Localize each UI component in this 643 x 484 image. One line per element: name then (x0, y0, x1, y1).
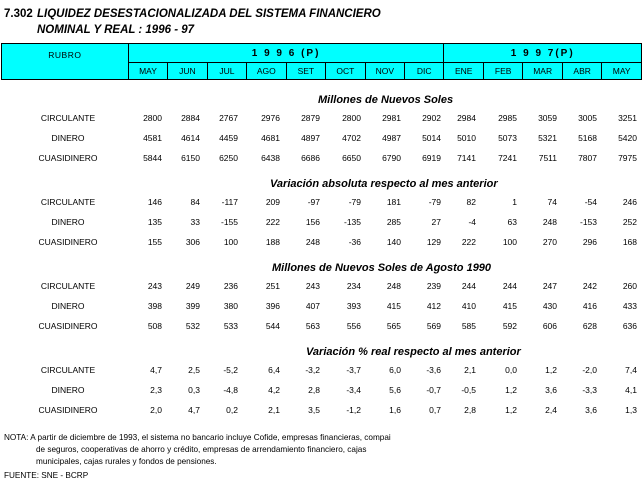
table-cell: 6250 (219, 153, 238, 163)
table-cell: 2981 (382, 113, 401, 123)
row-label: CUASIDINERO (38, 153, 98, 163)
table-cell: 0,0 (505, 365, 517, 375)
table-cell: 2,1 (268, 405, 280, 415)
table-cell: 393 (346, 301, 361, 311)
table-cell: 285 (386, 217, 401, 227)
table-cell: 5014 (422, 133, 441, 143)
table-cell: 33 (190, 217, 200, 227)
table-cell: -36 (348, 237, 361, 247)
table-cell: 412 (426, 301, 441, 311)
table-cell: 5168 (578, 133, 597, 143)
table-cell: 248 (386, 281, 401, 291)
row-label: DINERO (51, 217, 85, 227)
table-title-line1: LIQUIDEZ DESESTACIONALIZADA DEL SISTEMA FINANCIERO (37, 8, 381, 20)
table-cell: 2985 (498, 113, 517, 123)
rubro-header: RUBRO (2, 44, 129, 80)
table-cell: 252 (622, 217, 637, 227)
month-header: ABR (562, 63, 601, 80)
table-cell: 3251 (618, 113, 637, 123)
table-cell: 433 (622, 301, 637, 311)
table-cell: 3,6 (585, 405, 597, 415)
table-cell: 156 (305, 217, 320, 227)
table-cell: -4,8 (223, 385, 238, 395)
table-cell: 508 (147, 321, 162, 331)
table-cell: 565 (386, 321, 401, 331)
table-cell: 100 (223, 237, 238, 247)
table-cell: 4614 (181, 133, 200, 143)
table-row (0, 197, 643, 211)
table-cell: 135 (147, 217, 162, 227)
row-label: CIRCULANTE (40, 365, 96, 375)
table-cell: 243 (305, 281, 320, 291)
table-cell: 2,0 (150, 405, 162, 415)
table-cell: 296 (582, 237, 597, 247)
footnote-line: A partir de diciembre de 1993, el sistema no bancario incluye Cofide, empresas financieras, compai (30, 433, 391, 442)
table-row (0, 153, 643, 167)
table-cell: 3,6 (545, 385, 557, 395)
section-title: Millones de Nuevos Soles (318, 94, 454, 106)
table-cell: 129 (426, 237, 441, 247)
table-cell: 7,4 (625, 365, 637, 375)
table-cell: 270 (542, 237, 557, 247)
table-cell: -155 (220, 217, 238, 227)
table-cell: 416 (582, 301, 597, 311)
row-label: CIRCULANTE (40, 113, 96, 123)
table-cell: 1,3 (625, 405, 637, 415)
table-cell: 236 (223, 281, 238, 291)
table-cell: 556 (346, 321, 361, 331)
table-cell: 84 (190, 197, 200, 207)
table-cell: 398 (147, 301, 162, 311)
table-cell: 0,3 (188, 385, 200, 395)
table-cell: 181 (386, 197, 401, 207)
row-label: CUASIDINERO (38, 237, 98, 247)
table-cell: 4897 (301, 133, 320, 143)
table-row (0, 301, 643, 315)
row-label: DINERO (51, 301, 85, 311)
table-cell: 249 (185, 281, 200, 291)
table-cell: 2,4 (545, 405, 557, 415)
table-cell: 532 (185, 321, 200, 331)
table-cell: 1,6 (389, 405, 401, 415)
table-cell: 4987 (382, 133, 401, 143)
table-cell: 209 (265, 197, 280, 207)
table-cell: 5321 (538, 133, 557, 143)
table-cell: -97 (307, 197, 320, 207)
table-cell: 6,4 (268, 365, 280, 375)
table-number: 7.302 (4, 8, 33, 20)
table-cell: 6438 (261, 153, 280, 163)
table-cell: 399 (185, 301, 200, 311)
table-row (0, 385, 643, 399)
row-label: CIRCULANTE (40, 197, 96, 207)
section-title: Variación absoluta respecto al mes anterior (270, 178, 498, 190)
table-cell: 5,6 (389, 385, 401, 395)
table-cell: 243 (147, 281, 162, 291)
table-cell: 6650 (342, 153, 361, 163)
table-cell: 306 (185, 237, 200, 247)
table-cell: 260 (622, 281, 637, 291)
table-cell: 2879 (301, 113, 320, 123)
table-cell: -2,0 (582, 365, 597, 375)
table-cell: 410 (461, 301, 476, 311)
table-cell: 6,0 (389, 365, 401, 375)
table-row (0, 113, 643, 127)
table-cell: 100 (502, 237, 517, 247)
section-title: Variación % real respecto al mes anterior (306, 346, 521, 358)
table-cell: 5420 (618, 133, 637, 143)
table-cell: 4681 (261, 133, 280, 143)
footnote (4, 432, 391, 444)
table-cell: 82 (466, 197, 476, 207)
table-cell: 636 (622, 321, 637, 331)
table-cell: 146 (147, 197, 162, 207)
table-cell: 2767 (219, 113, 238, 123)
table-cell: 430 (542, 301, 557, 311)
table-cell: 4,2 (268, 385, 280, 395)
table-cell: 239 (426, 281, 441, 291)
table-row (0, 281, 643, 295)
table-cell: 585 (461, 321, 476, 331)
table-cell: 155 (147, 237, 162, 247)
table-row (0, 365, 643, 379)
table-cell: 2,3 (150, 385, 162, 395)
month-header: OCT (326, 63, 365, 80)
table-cell: 628 (582, 321, 597, 331)
table-cell: -1,2 (346, 405, 361, 415)
table-cell: 168 (622, 237, 637, 247)
table-cell: 3005 (578, 113, 597, 123)
month-header: FEB (483, 63, 522, 80)
table-cell: -3,4 (346, 385, 361, 395)
row-label: DINERO (51, 133, 85, 143)
footnote-line: municipales, cajas rurales y fondos de pensiones. (36, 457, 217, 466)
row-label: CUASIDINERO (38, 321, 98, 331)
table-cell: 2800 (143, 113, 162, 123)
month-header: MAR (523, 63, 563, 80)
table-subtitle: NOMINAL Y REAL : 1996 - 97 (37, 24, 195, 36)
source-note: FUENTE: SNE - BCRP (4, 471, 89, 480)
table-cell: 415 (386, 301, 401, 311)
table-cell: 234 (346, 281, 361, 291)
table-cell: 3059 (538, 113, 557, 123)
table-cell: 5010 (457, 133, 476, 143)
table-cell: 7241 (498, 153, 517, 163)
table-cell: 251 (265, 281, 280, 291)
table-cell: 563 (305, 321, 320, 331)
table-cell: -0,5 (461, 385, 476, 395)
table-row (0, 237, 643, 251)
table-row (0, 321, 643, 335)
table-cell: 7807 (578, 153, 597, 163)
month-header: JUL (207, 63, 246, 80)
table-cell: 6150 (181, 153, 200, 163)
table-cell: 5073 (498, 133, 517, 143)
month-header: JUN (168, 63, 207, 80)
table-cell: 244 (461, 281, 476, 291)
table-cell: 4,1 (625, 385, 637, 395)
table-cell: 5844 (143, 153, 162, 163)
table-row (0, 217, 643, 231)
table-cell: 407 (305, 301, 320, 311)
row-label: CIRCULANTE (40, 281, 96, 291)
table-cell: 2,1 (464, 365, 476, 375)
table-cell: 63 (507, 217, 517, 227)
table-cell: 0,2 (226, 405, 238, 415)
table-cell: 1,2 (505, 405, 517, 415)
table-cell: 27 (431, 217, 441, 227)
month-header: AGO (247, 63, 287, 80)
table-cell: 244 (502, 281, 517, 291)
table-cell: 4581 (143, 133, 162, 143)
table-cell: 533 (223, 321, 238, 331)
month-header: NOV (365, 63, 405, 80)
table-cell: 1 (512, 197, 517, 207)
table-cell: 242 (582, 281, 597, 291)
table-cell: 592 (502, 321, 517, 331)
table-cell: -153 (579, 217, 597, 227)
table-cell: -3,6 (426, 365, 441, 375)
table-cell: 222 (461, 237, 476, 247)
row-label: DINERO (51, 385, 85, 395)
table-cell: 415 (502, 301, 517, 311)
table-cell: 2902 (422, 113, 441, 123)
table-cell: -5,2 (223, 365, 238, 375)
table-cell: 2976 (261, 113, 280, 123)
table-cell: 7975 (618, 153, 637, 163)
table-cell: -135 (343, 217, 361, 227)
table-cell: 2,8 (464, 405, 476, 415)
footnote-label: NOTA: (4, 433, 29, 442)
table-cell: 248 (542, 217, 557, 227)
table-cell: 2884 (181, 113, 200, 123)
table-cell: 1,2 (505, 385, 517, 395)
year-1997-header: 1 9 9 7(P) (444, 44, 642, 63)
table-cell: 140 (386, 237, 401, 247)
table-cell: 4,7 (188, 405, 200, 415)
table-cell: -117 (221, 197, 238, 207)
table-row (0, 405, 643, 419)
table-cell: 2800 (342, 113, 361, 123)
section-title: Millones de Nuevos Soles de Agosto 1990 (272, 262, 492, 274)
table-cell: 544 (265, 321, 280, 331)
month-header: ENE (444, 63, 483, 80)
table-cell: 7141 (457, 153, 476, 163)
table-cell: 6686 (301, 153, 320, 163)
month-header: MAY (602, 63, 642, 80)
table-cell: 569 (426, 321, 441, 331)
year-1996-header: 1 9 9 6 (P) (128, 44, 444, 63)
table-title (4, 8, 381, 20)
table-cell: 2,8 (308, 385, 320, 395)
table-cell: 380 (223, 301, 238, 311)
table-cell: 188 (265, 237, 280, 247)
table-cell: -3,3 (582, 385, 597, 395)
table-cell: 3,5 (308, 405, 320, 415)
footnote-line: de seguros, cooperativas de ahorro y crédito, empresas de arrendamiento financiero, cajas (36, 445, 367, 454)
table-cell: -3,7 (346, 365, 361, 375)
table-cell: 396 (265, 301, 280, 311)
table-cell: 7511 (538, 153, 557, 163)
table-cell: -3,2 (305, 365, 320, 375)
row-label: CUASIDINERO (38, 405, 98, 415)
table-cell: 247 (542, 281, 557, 291)
table-cell: -79 (348, 197, 361, 207)
table-cell: 4,7 (150, 365, 162, 375)
table-cell: 0,7 (429, 405, 441, 415)
month-header: SET (286, 63, 325, 80)
table-cell: -0,7 (426, 385, 441, 395)
table-header (1, 43, 642, 80)
table-cell: 6919 (422, 153, 441, 163)
table-cell: 6790 (382, 153, 401, 163)
month-header: DIC (405, 63, 444, 80)
table-cell: 248 (305, 237, 320, 247)
table-cell: 2,5 (188, 365, 200, 375)
table-cell: 246 (622, 197, 637, 207)
month-header: MAY (128, 63, 167, 80)
table-cell: 4702 (342, 133, 361, 143)
table-cell: 2984 (457, 113, 476, 123)
table-cell: 606 (542, 321, 557, 331)
table-cell: -4 (468, 217, 476, 227)
table-cell: -54 (584, 197, 597, 207)
table-cell: 74 (547, 197, 557, 207)
table-row (0, 133, 643, 147)
table-cell: 222 (265, 217, 280, 227)
table-cell: -79 (428, 197, 441, 207)
table-cell: 1,2 (545, 365, 557, 375)
table-cell: 4459 (219, 133, 238, 143)
